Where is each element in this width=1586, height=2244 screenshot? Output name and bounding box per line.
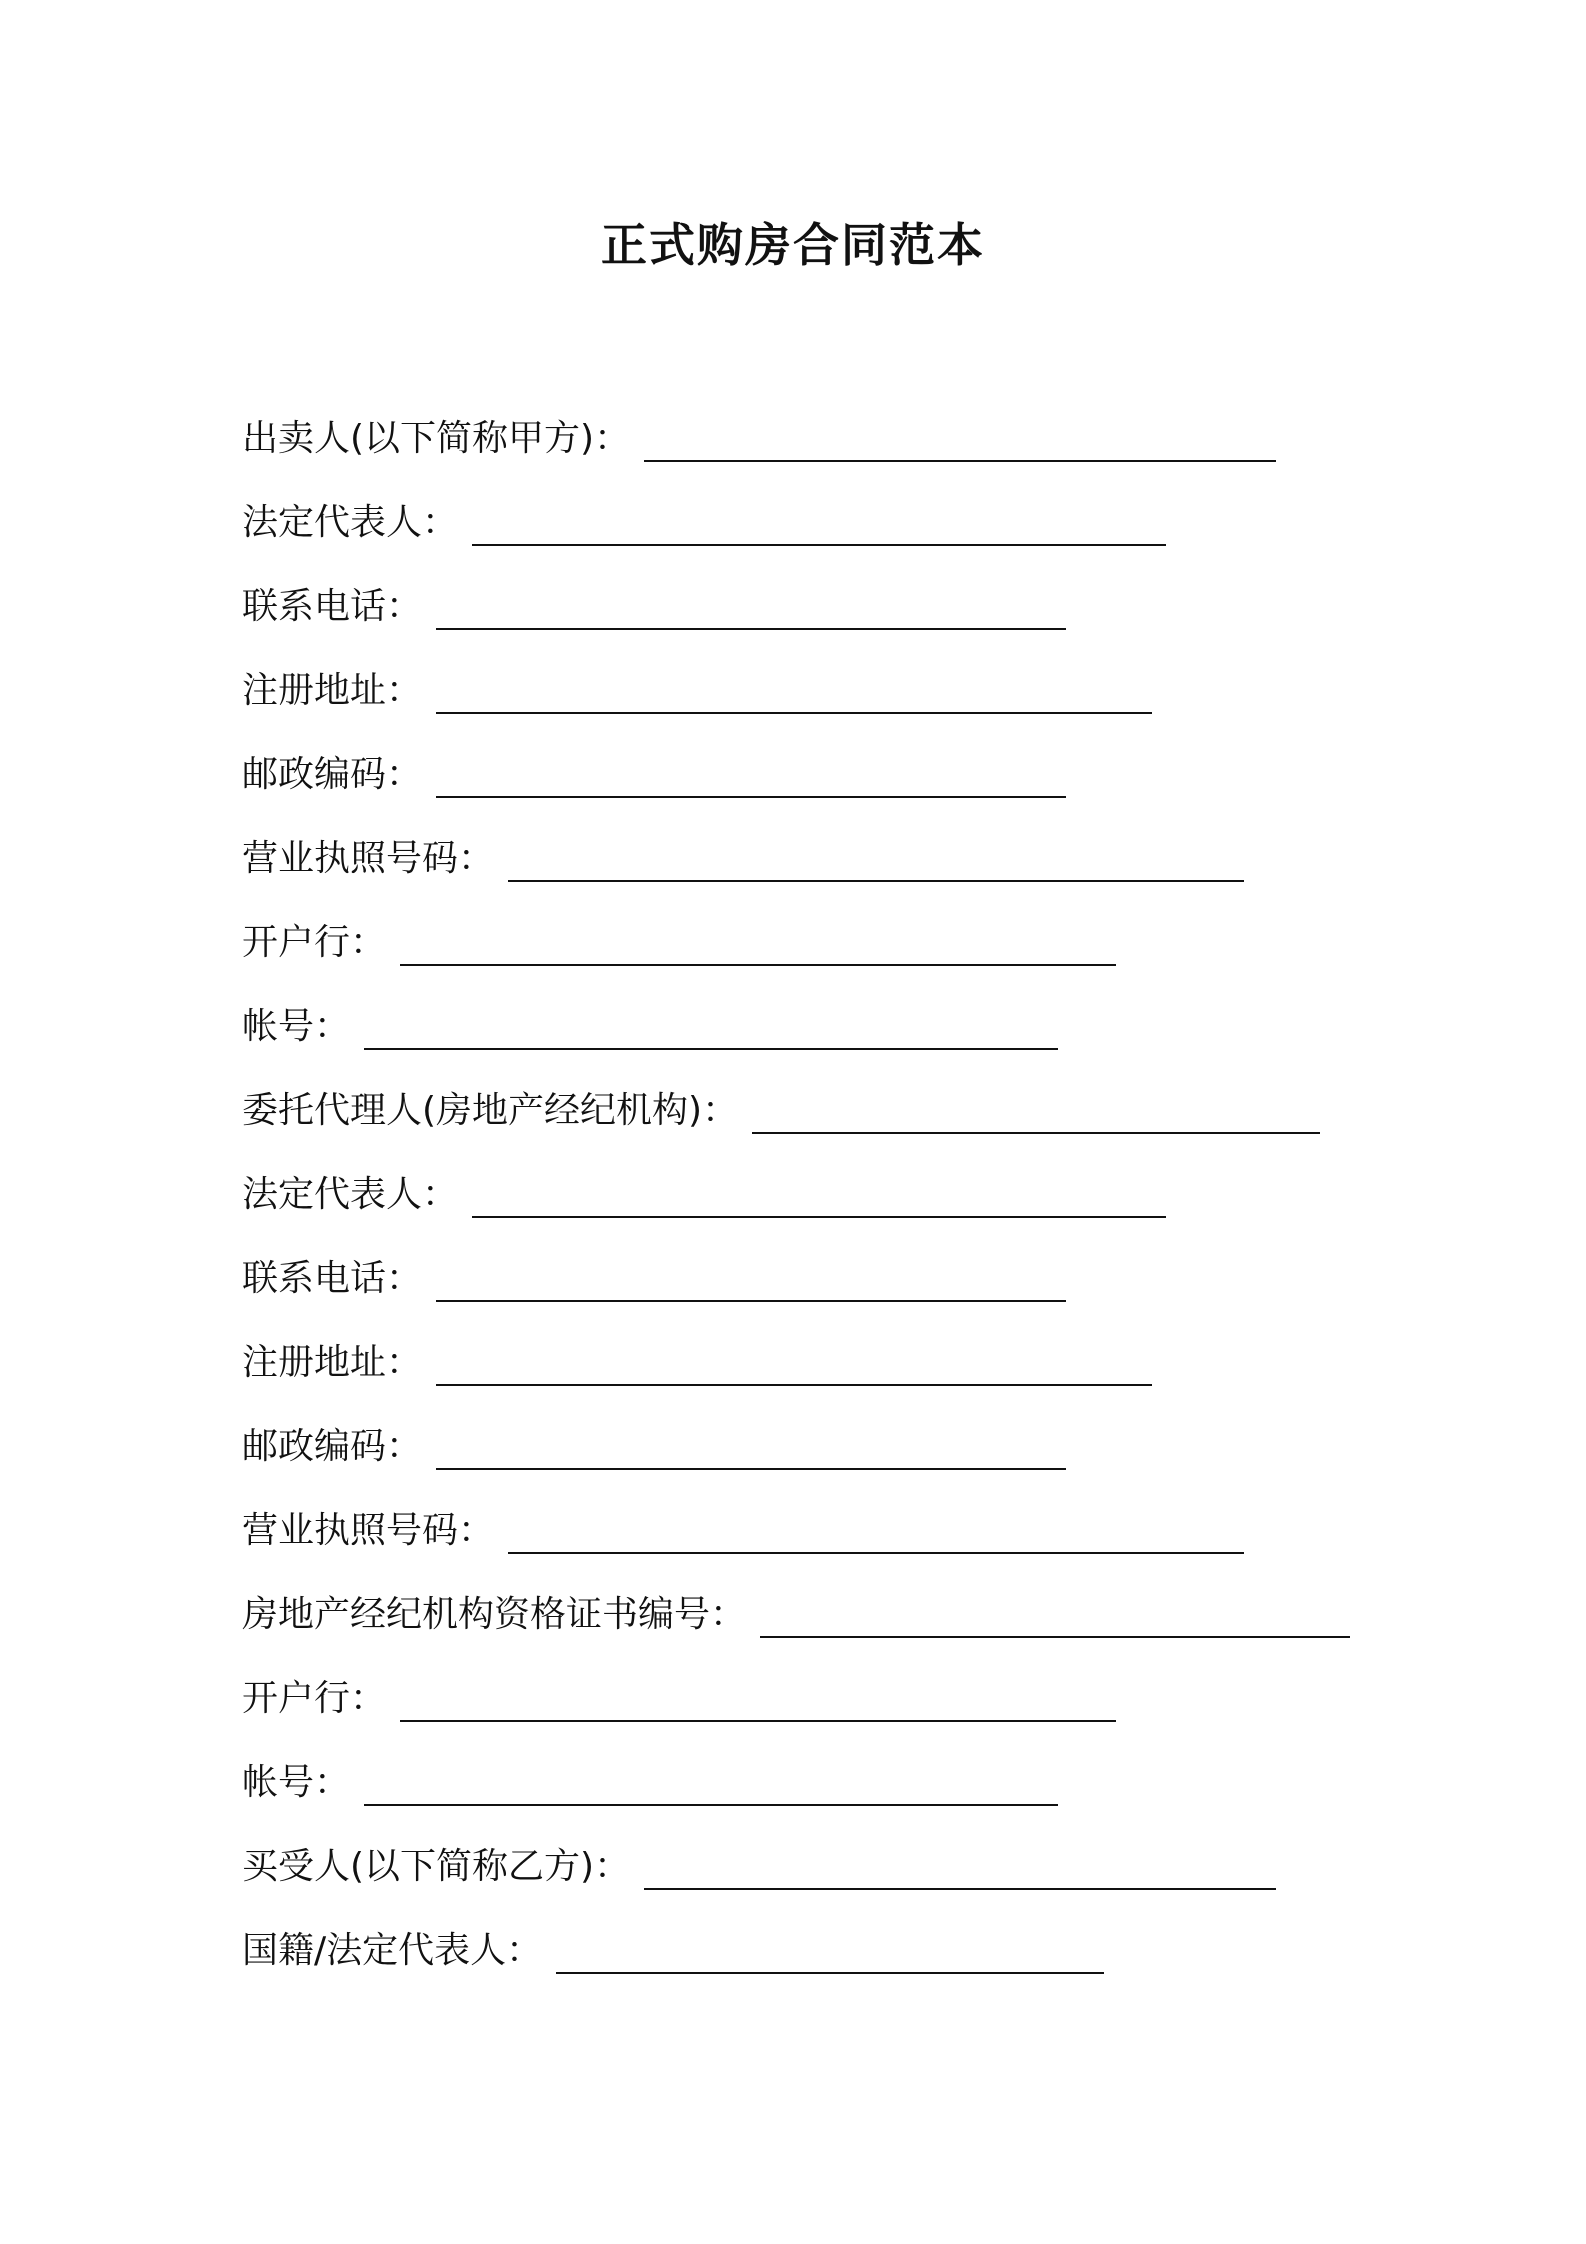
field-label: 注册地址：: [242, 1342, 423, 1383]
field-agent-legal-rep: [242, 1166, 1166, 1226]
seller-bank-blank-line[interactable]: [400, 964, 1116, 966]
field-label: 帐号：: [242, 1762, 351, 1803]
document-title: 正式购房合同范本: [601, 218, 985, 272]
field-seller: [242, 410, 1276, 470]
agent-legal-rep-blank-line[interactable]: [472, 1216, 1166, 1218]
agent-bank-blank-line[interactable]: [400, 1720, 1116, 1722]
field-seller-postcode: [242, 746, 1066, 806]
field-label: 委托代理人(房地产经纪机构)：: [242, 1090, 739, 1131]
field-label: 开户行：: [242, 922, 387, 963]
agent-certificate-blank-line[interactable]: [760, 1636, 1350, 1638]
field-label: 开户行：: [242, 1678, 387, 1719]
seller-account-blank-line[interactable]: [364, 1048, 1058, 1050]
field-label: 联系电话：: [242, 1258, 423, 1299]
seller-license-blank-line[interactable]: [508, 880, 1244, 882]
field-seller-legal-rep: [242, 494, 1166, 554]
agent-postcode-blank-line[interactable]: [436, 1468, 1066, 1470]
field-label: 邮政编码：: [242, 1426, 423, 1467]
seller-address-blank-line[interactable]: [436, 712, 1152, 714]
seller-phone-blank-line[interactable]: [436, 628, 1066, 630]
agent-phone-blank-line[interactable]: [436, 1300, 1066, 1302]
field-label: 联系电话：: [242, 586, 423, 627]
agent-license-blank-line[interactable]: [508, 1552, 1244, 1554]
field-seller-bank: [242, 914, 1116, 974]
buyer-nationality-blank-line[interactable]: [556, 1972, 1104, 1974]
field-label: 房地产经纪机构资格证书编号：: [242, 1594, 747, 1635]
agent-account-blank-line[interactable]: [364, 1804, 1058, 1806]
field-agent-certificate: [242, 1586, 1350, 1646]
field-label: 出卖人(以下简称甲方)：: [242, 418, 631, 459]
field-label: 邮政编码：: [242, 754, 423, 795]
field-buyer-nationality: [242, 1922, 1104, 1982]
buyer-blank-line[interactable]: [644, 1888, 1276, 1890]
seller-postcode-blank-line[interactable]: [436, 796, 1066, 798]
field-buyer: [242, 1838, 1276, 1898]
field-agent-phone: [242, 1250, 1066, 1310]
field-seller-phone: [242, 578, 1066, 638]
field-agent-postcode: [242, 1418, 1066, 1478]
field-label: 帐号：: [242, 1006, 351, 1047]
field-seller-account: [242, 998, 1058, 1058]
seller-blank-line[interactable]: [644, 460, 1276, 462]
field-agent-bank: [242, 1670, 1116, 1730]
field-label: 营业执照号码：: [242, 838, 495, 879]
seller-legal-rep-blank-line[interactable]: [472, 544, 1166, 546]
agent-blank-line[interactable]: [752, 1132, 1320, 1134]
field-agent-address: [242, 1334, 1152, 1394]
field-label: 营业执照号码：: [242, 1510, 495, 1551]
field-agent-license: [242, 1502, 1244, 1562]
field-label: 买受人(以下简称乙方)：: [242, 1846, 631, 1887]
field-seller-address: [242, 662, 1152, 722]
field-label: 注册地址：: [242, 670, 423, 711]
field-seller-license: [242, 830, 1244, 890]
agent-address-blank-line[interactable]: [436, 1384, 1152, 1386]
field-label: 法定代表人：: [242, 502, 459, 543]
field-agent-account: [242, 1754, 1058, 1814]
field-label: 国籍/法定代表人：: [242, 1930, 543, 1971]
field-label: 法定代表人：: [242, 1174, 459, 1215]
field-agent: [242, 1082, 1320, 1142]
